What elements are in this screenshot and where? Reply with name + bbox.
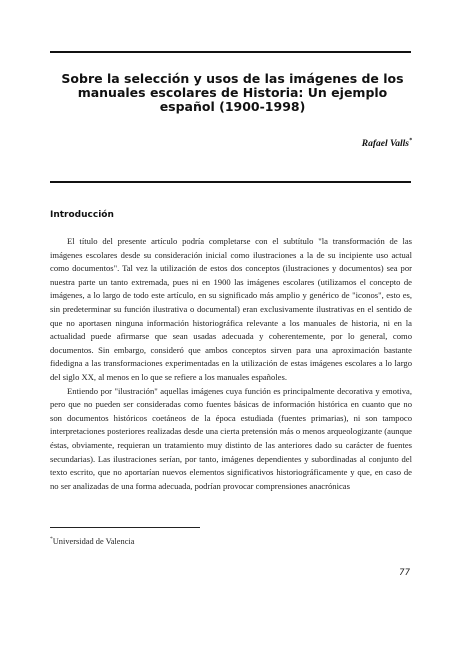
paragraph-2: Entiendo por "ilustración" aquellas imágenes cuya función es principalmente decorativa y emotiva, pero que no pueden ser consideradas como fuentes básicas de información histórica en cuanto que no son documentos históricos coetáneos de la época estudiada (fuentes primarias), ni son tampoco interpretaciones posteriores realizadas desde una cierta pretensión más o menos arqueologizante (aunque éstas, obviamente, requieran un tratamiento muy distinto de las anteriores dado su carácter de fuentes secundarias). Las ilustraciones serían, por tanto, imágenes dependientes y subordinadas al conjunto del texto escrito, que no aportarían nuevos elementos significativos historiográficamente y que, en caso de no ser analizadas de una forma adecuada, podrían provocar comprensiones anacrónicas: [50, 385, 412, 491]
article-title: Sobre la selección y usos de las imágenes de los manuales escolares de Historia: Un ejemplo español (1900-1998): [61, 71, 404, 114]
footnote: [50, 536, 134, 546]
author-name-text: Rafael Valls: [361, 139, 409, 150]
page-number: 77: [399, 568, 410, 578]
author-name: [362, 138, 412, 149]
footnote-text: Universidad de Valencia: [52, 536, 135, 546]
section-rule: [50, 181, 411, 183]
author-footnote-mark: *: [409, 138, 412, 144]
top-rule: [50, 51, 411, 53]
footnote-rule: [50, 527, 200, 528]
paragraph-1: El título del presente artículo podría completarse con el subtítulo "la transformación de las imágenes escolares desde su consideración inicial como ilustraciones a la de su incipiente uso actual como documentos". Tal vez la utilización de estos dos conceptos (ilustraciones y documentos) sea por nuestra parte un tanto extremada, pues ni en 1900 las imágenes escolares (utilizamos el concepto de imágenes, a lo largo de todo este artículo, en su significado más amplio y genérico de "iconos", esto es, sin predeterminar su función ilustrativa o documental) eran exclusivamente ilustrativas en el sentido de que no aportasen ninguna información historiográfica relevante a los manuales de historia, ni en la actualidad puede afirmarse que sean usadas adecuada y coherentemente, por lo general, como documentos. Sin embargo, consideró que ambos conceptos sirven para una aproximación bastante fidedigna a las transformaciones experimentadas en la utilización de estas imágenes escolares a lo largo del siglo XX, al menos en lo que se refiere a los manuales españoles.: [50, 236, 412, 382]
footnote-mark: *: [50, 536, 53, 542]
section-heading: Introducción: [50, 210, 114, 220]
body-text: [50, 235, 412, 493]
